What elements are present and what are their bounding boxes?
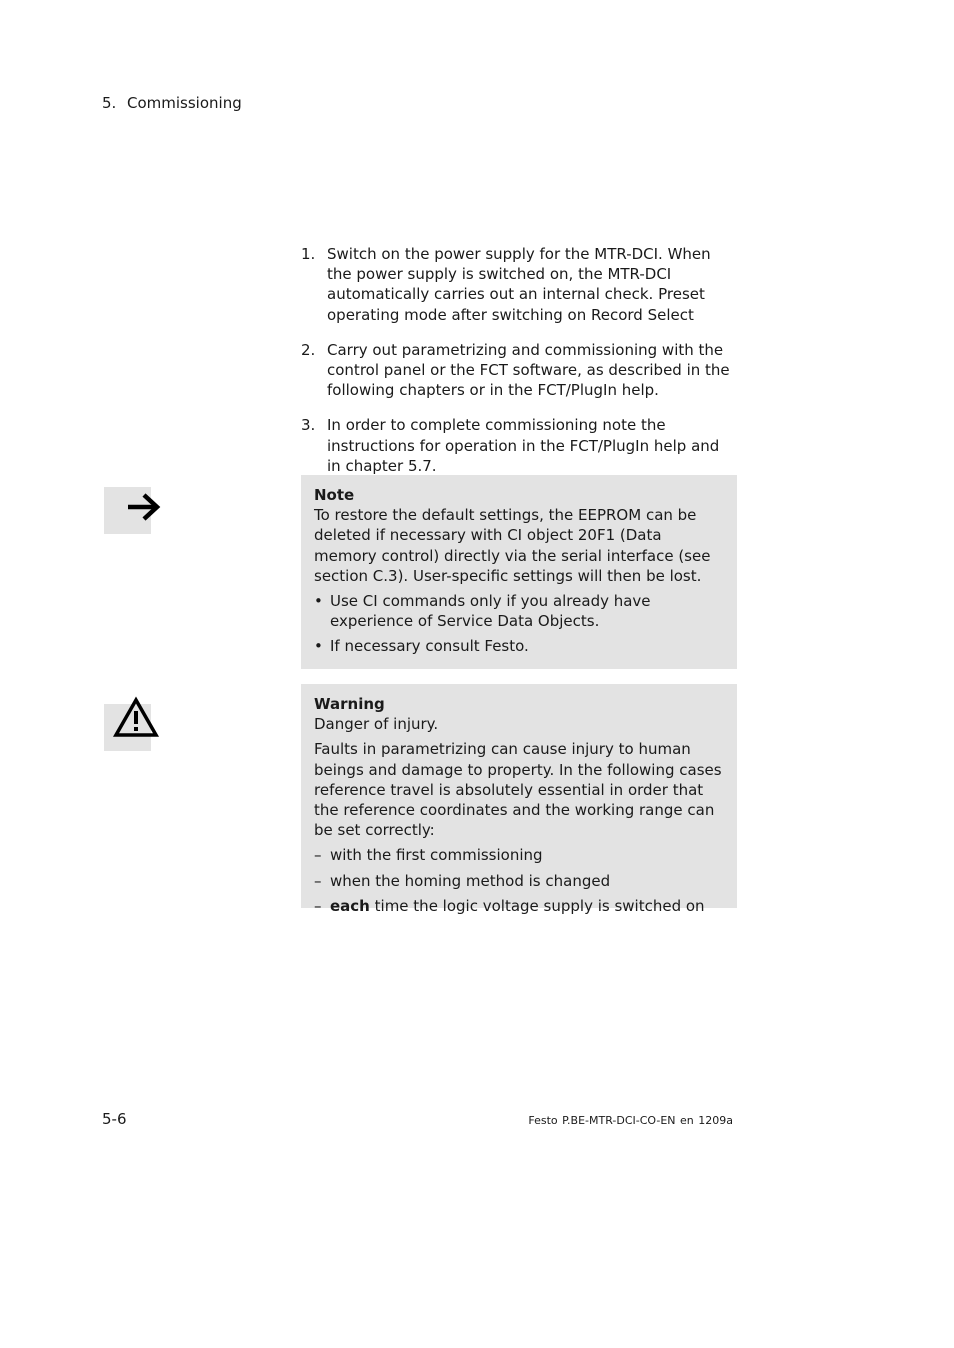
document-id: Festo P.BE-MTR-DCI-CO-EN en 1209a [528, 1114, 733, 1127]
bullet-text: Use CI commands only if you already have experience of Service Data Objects. [330, 592, 651, 631]
step-number: 2. [301, 340, 316, 359]
step-number: 1. [301, 245, 316, 263]
list-item [314, 845, 727, 865]
warning-body: Faults in parametrizing can cause injury to human beings and damage to property. In the following cases reference travel is absolutely essential in order that the reference coordinates and the working range can be set correctly: [314, 740, 722, 840]
page-number: 5-6 [102, 1110, 127, 1128]
dash-text: time the logic voltage supply is switched on [369, 896, 705, 915]
warning-title: Warning [314, 695, 385, 713]
bullet-text: If necessary consult Festo. [330, 637, 529, 656]
bullet-marker: • [314, 637, 323, 656]
bullet-marker: • [314, 592, 323, 611]
step-text: In order to complete commissioning note the instructions for operation in the FCT/PlugIn help and in chapter 5.7. [327, 416, 720, 475]
chapter-title: Commissioning [127, 94, 242, 112]
step-item [301, 340, 737, 401]
dash-text: with the first commissioning [330, 846, 543, 865]
warning-panel [301, 684, 737, 915]
warning-triangle-icon [113, 697, 159, 739]
commissioning-steps [301, 244, 737, 476]
list-item [314, 591, 727, 631]
step-item [301, 415, 737, 476]
list-item [314, 871, 727, 891]
step-text: Carry out parametrizing and commissioning with the control panel or the FCT software, as described in the following chapters or in the FCT/PlugIn help. [327, 340, 730, 400]
note-title: Note [314, 486, 355, 504]
list-item [314, 636, 727, 656]
note-body: To restore the default settings, the EEPROM can be deleted if necessary with CI object 20F1 (Data memory control) directly via the serial interface (see section C.3). User-specific settings will then be lost. [314, 506, 711, 585]
note-icon-box [104, 487, 151, 534]
warning-subtitle: Danger of injury. [314, 715, 439, 734]
dash-marker: – [314, 871, 322, 890]
warning-icon-box [104, 704, 151, 751]
step-number: 3. [301, 416, 316, 435]
note-panel [301, 475, 737, 669]
step-text: Switch on the power supply for the MTR-DCI. When the power supply is switched on, the MTR-DCI automatically carries out an internal check. Preset operating mode after switching on Record Select [327, 245, 711, 324]
step-item [301, 244, 737, 325]
dash-marker: – [314, 846, 322, 865]
arrow-right-icon [126, 491, 166, 531]
running-header [102, 94, 242, 112]
emphasis-text: each [330, 896, 370, 915]
dash-text: when the homing method is changed [330, 871, 611, 890]
dash-marker: – [314, 896, 322, 915]
chapter-number: 5. [102, 94, 117, 112]
list-item [314, 896, 727, 916]
